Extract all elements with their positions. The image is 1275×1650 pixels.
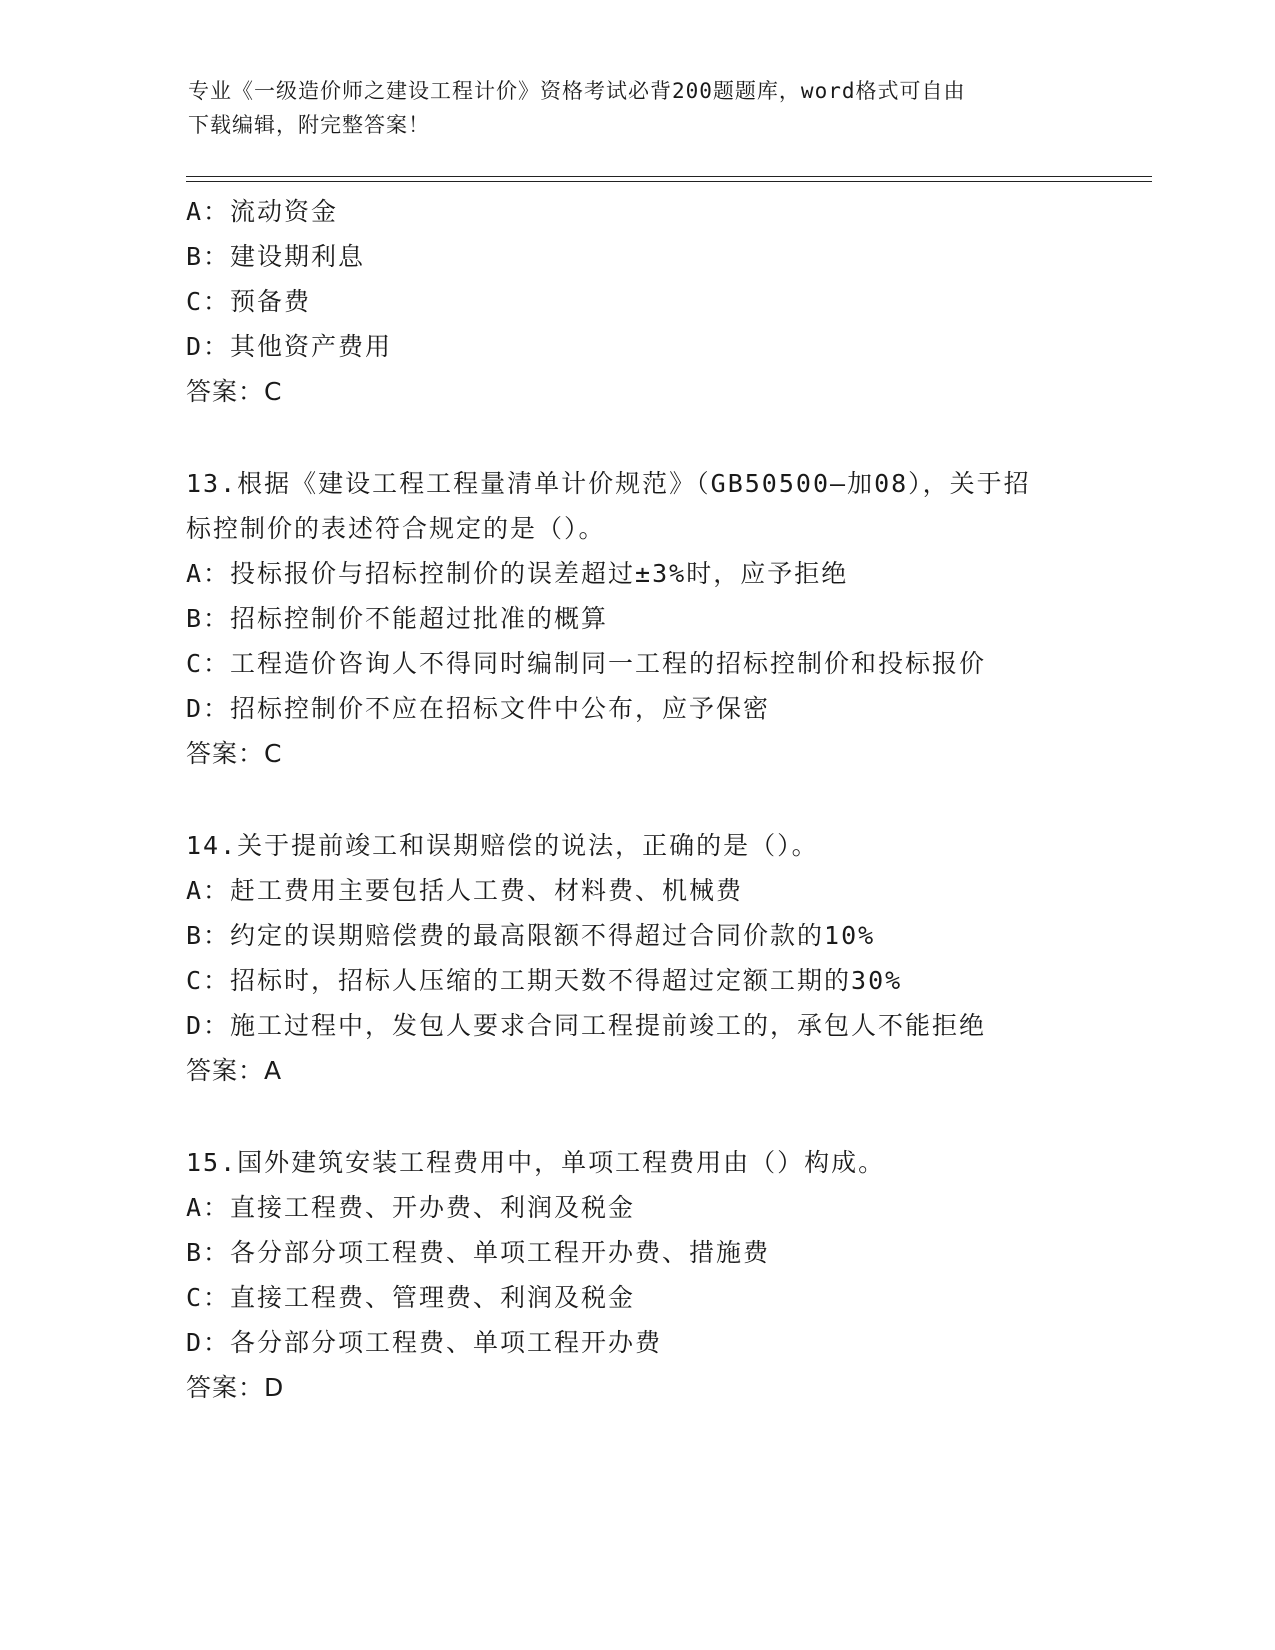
question-stem-continued: 标控制价的表述符合规定的是（）。: [186, 514, 606, 543]
question-list: [186, 189, 1146, 1410]
option-b: B：各分部分项工程费、单项工程开办费、措施费: [186, 1238, 771, 1267]
question-stem: 13.根据《建设工程工程量清单计价规范》（GB50500—加08），关于招: [186, 469, 1031, 498]
option-b: B：建设期利息: [186, 242, 366, 271]
option-d: D：施工过程中，发包人要求合同工程提前竣工的，承包人不能拒绝: [186, 1011, 987, 1040]
answer-line: 答案：A: [186, 1056, 283, 1085]
spacer: [186, 1093, 1146, 1140]
option-a: A：直接工程费、开办费、利润及税金: [186, 1193, 636, 1222]
option-c: C：直接工程费、管理费、利润及税金: [186, 1283, 636, 1312]
question-stem: 15.国外建筑安装工程费用中，单项工程费用由（）构成。: [186, 1148, 886, 1177]
option-d: D：各分部分项工程费、单项工程开办费: [186, 1328, 663, 1357]
option-a: A：投标报价与招标控制价的误差超过±3%时，应予拒绝: [186, 559, 849, 588]
answer-line: 答案：C: [186, 739, 283, 768]
option-a: A：流动资金: [186, 197, 339, 226]
spacer: [186, 776, 1146, 823]
page-header: [188, 74, 1068, 142]
question-block-13: [186, 461, 1146, 776]
option-c: C：工程造价咨询人不得同时编制同一工程的招标控制价和投标报价: [186, 649, 987, 678]
option-d: D：招标控制价不应在招标文件中公布，应予保密: [186, 694, 771, 723]
question-block-15: [186, 1140, 1146, 1410]
question-block-14: [186, 823, 1146, 1093]
header-line-1: 专业《一级造价师之建设工程计价》资格考试必背200题题库，word格式可自由: [188, 79, 966, 103]
header-divider-top: [186, 176, 1152, 177]
spacer: [186, 414, 1146, 461]
answer-line: 答案：D: [186, 1373, 285, 1402]
option-a: A：赶工费用主要包括人工费、材料费、机械费: [186, 876, 744, 905]
option-d: D：其他资产费用: [186, 332, 393, 361]
answer-line: 答案：C: [186, 377, 283, 406]
option-b: B：约定的误期赔偿费的最高限额不得超过合同价款的10%: [186, 921, 876, 950]
question-stem: 14.关于提前竣工和误期赔偿的说法，正确的是（）。: [186, 831, 819, 860]
question-block-12: [186, 189, 1146, 414]
option-c: C：预备费: [186, 287, 312, 316]
option-b: B：招标控制价不能超过批准的概算: [186, 604, 609, 633]
header-line-2: 下载编辑，附完整答案！: [188, 113, 430, 137]
header-divider-bottom: [186, 181, 1152, 182]
option-c: C：招标时，招标人压缩的工期天数不得超过定额工期的30%: [186, 966, 903, 995]
